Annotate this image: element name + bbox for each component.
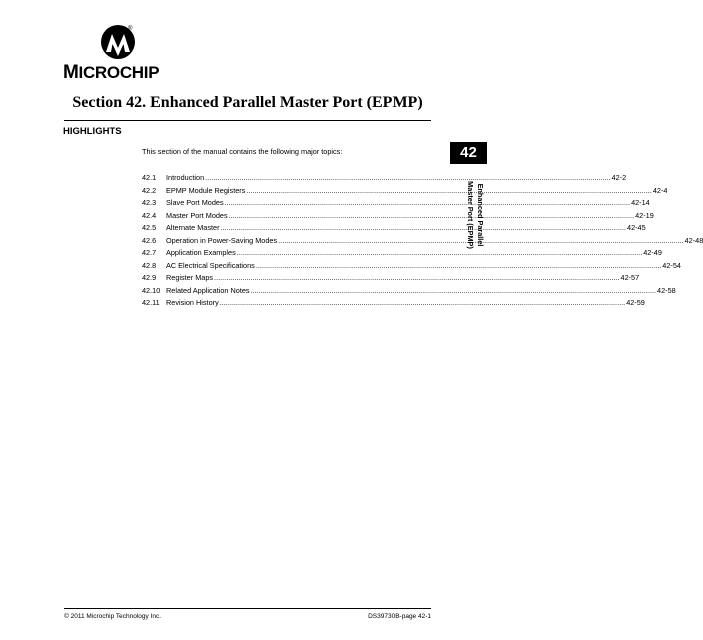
toc-title: Related Application Notes [166,285,250,295]
brand-initial: M [63,62,79,83]
toc-leader-dots: ........................................................................................................................................................................................................ [228,210,635,220]
side-tab-label [455,166,485,264]
registered-mark: ® [128,26,133,32]
toc-leader-dots: ........................................................................................................................................................................................................ [236,248,643,257]
toc-page-number: 42-48 [684,235,703,245]
toc-number: 42.2 [142,185,157,195]
toc-leader-dots: ........................................................................................................................................................................................................ [224,198,631,207]
toc-title: Master Port Modes [166,210,228,220]
toc-page-number: 42-54 [662,260,681,270]
section-title: Section 42. Enhanced Parallel Master Port (EPMP) [72,94,423,111]
toc-number: 42.7 [142,248,157,257]
toc-entry[interactable] [142,197,650,210]
title-rule [64,120,431,121]
side-tab-line2: Master Port (EPMP) [466,181,475,249]
toc-page-number: 42-49 [643,248,662,257]
toc-leader-dots: ........................................................................................................................................................................................................ [214,273,620,282]
intro-text: This section of the manual contains the following major topics: [142,147,343,156]
brand-wordmark [63,62,159,84]
brand-rest: ICROCHIP [78,63,160,82]
toc-entry[interactable] [142,235,703,248]
toc-page-number: 42-19 [635,210,654,220]
toc-number: 42.4 [142,210,157,220]
toc-title: Operation in Power-Saving Modes [166,235,278,245]
toc-leader-dots: ........................................................................................................................................................................................................ [278,235,684,245]
toc-entry[interactable] [142,285,676,298]
toc-number: 42.10 [142,285,161,295]
toc-number: 42.8 [142,260,157,270]
toc-number: 42.1 [142,173,157,182]
toc-title: Register Maps [166,273,214,282]
toc-title: Slave Port Modes [166,198,224,207]
toc-entry[interactable] [142,247,662,260]
toc-entry[interactable] [142,297,645,310]
toc-leader-dots: ........................................................................................................................................................................................................ [250,285,657,295]
toc-entry[interactable] [142,260,681,273]
toc-entry[interactable] [142,172,627,185]
toc-leader-dots: ........................................................................................................................................................................................................ [219,298,626,307]
toc-entry[interactable] [142,185,668,198]
toc-title: Introduction [166,173,205,182]
toc-title: EPMP Module Registers [166,185,246,195]
toc-number: 42.3 [142,198,157,207]
toc-leader-dots: ........................................................................................................................................................................................................ [255,260,662,270]
toc-number: 42.6 [142,235,157,245]
highlights-heading: HIGHLIGHTS [63,126,122,137]
toc-leader-dots: ........................................................................................................................................................................................................ [205,173,611,182]
side-tab-line1: Enhanced Parallel [476,183,485,247]
toc-number: 42.5 [142,223,157,232]
toc-leader-dots: ........................................................................................................................................................................................................ [220,223,627,232]
toc-page-number: 42-4 [652,185,668,195]
toc-number: 42.11 [142,298,160,307]
toc-title: AC Electrical Specifications [166,260,255,270]
toc-entry[interactable] [142,222,646,235]
toc-page-number: 42-57 [620,273,640,282]
toc-page-number: 42-58 [657,285,676,295]
footer-page-number: DS39730B-page 42-1 [368,613,431,620]
toc-leader-dots: ........................................................................................................................................................................................................ [246,185,652,195]
toc-page-number: 42-2 [611,173,627,182]
toc-page-number: 42-59 [626,298,645,307]
toc-entry[interactable] [142,210,654,223]
toc-page-number: 42-14 [631,198,650,207]
toc-title: Revision History [166,298,219,307]
toc-title: Alternate Master [166,223,220,232]
footer-copyright: © 2011 Microchip Technology Inc. [64,613,162,620]
toc-entry[interactable] [142,272,640,285]
toc-page-number: 42-45 [627,223,646,232]
toc-number: 42.9 [142,273,157,282]
section-tab: 42 [450,142,487,164]
toc-title: Application Examples [166,248,236,257]
footer-rule [64,608,431,609]
